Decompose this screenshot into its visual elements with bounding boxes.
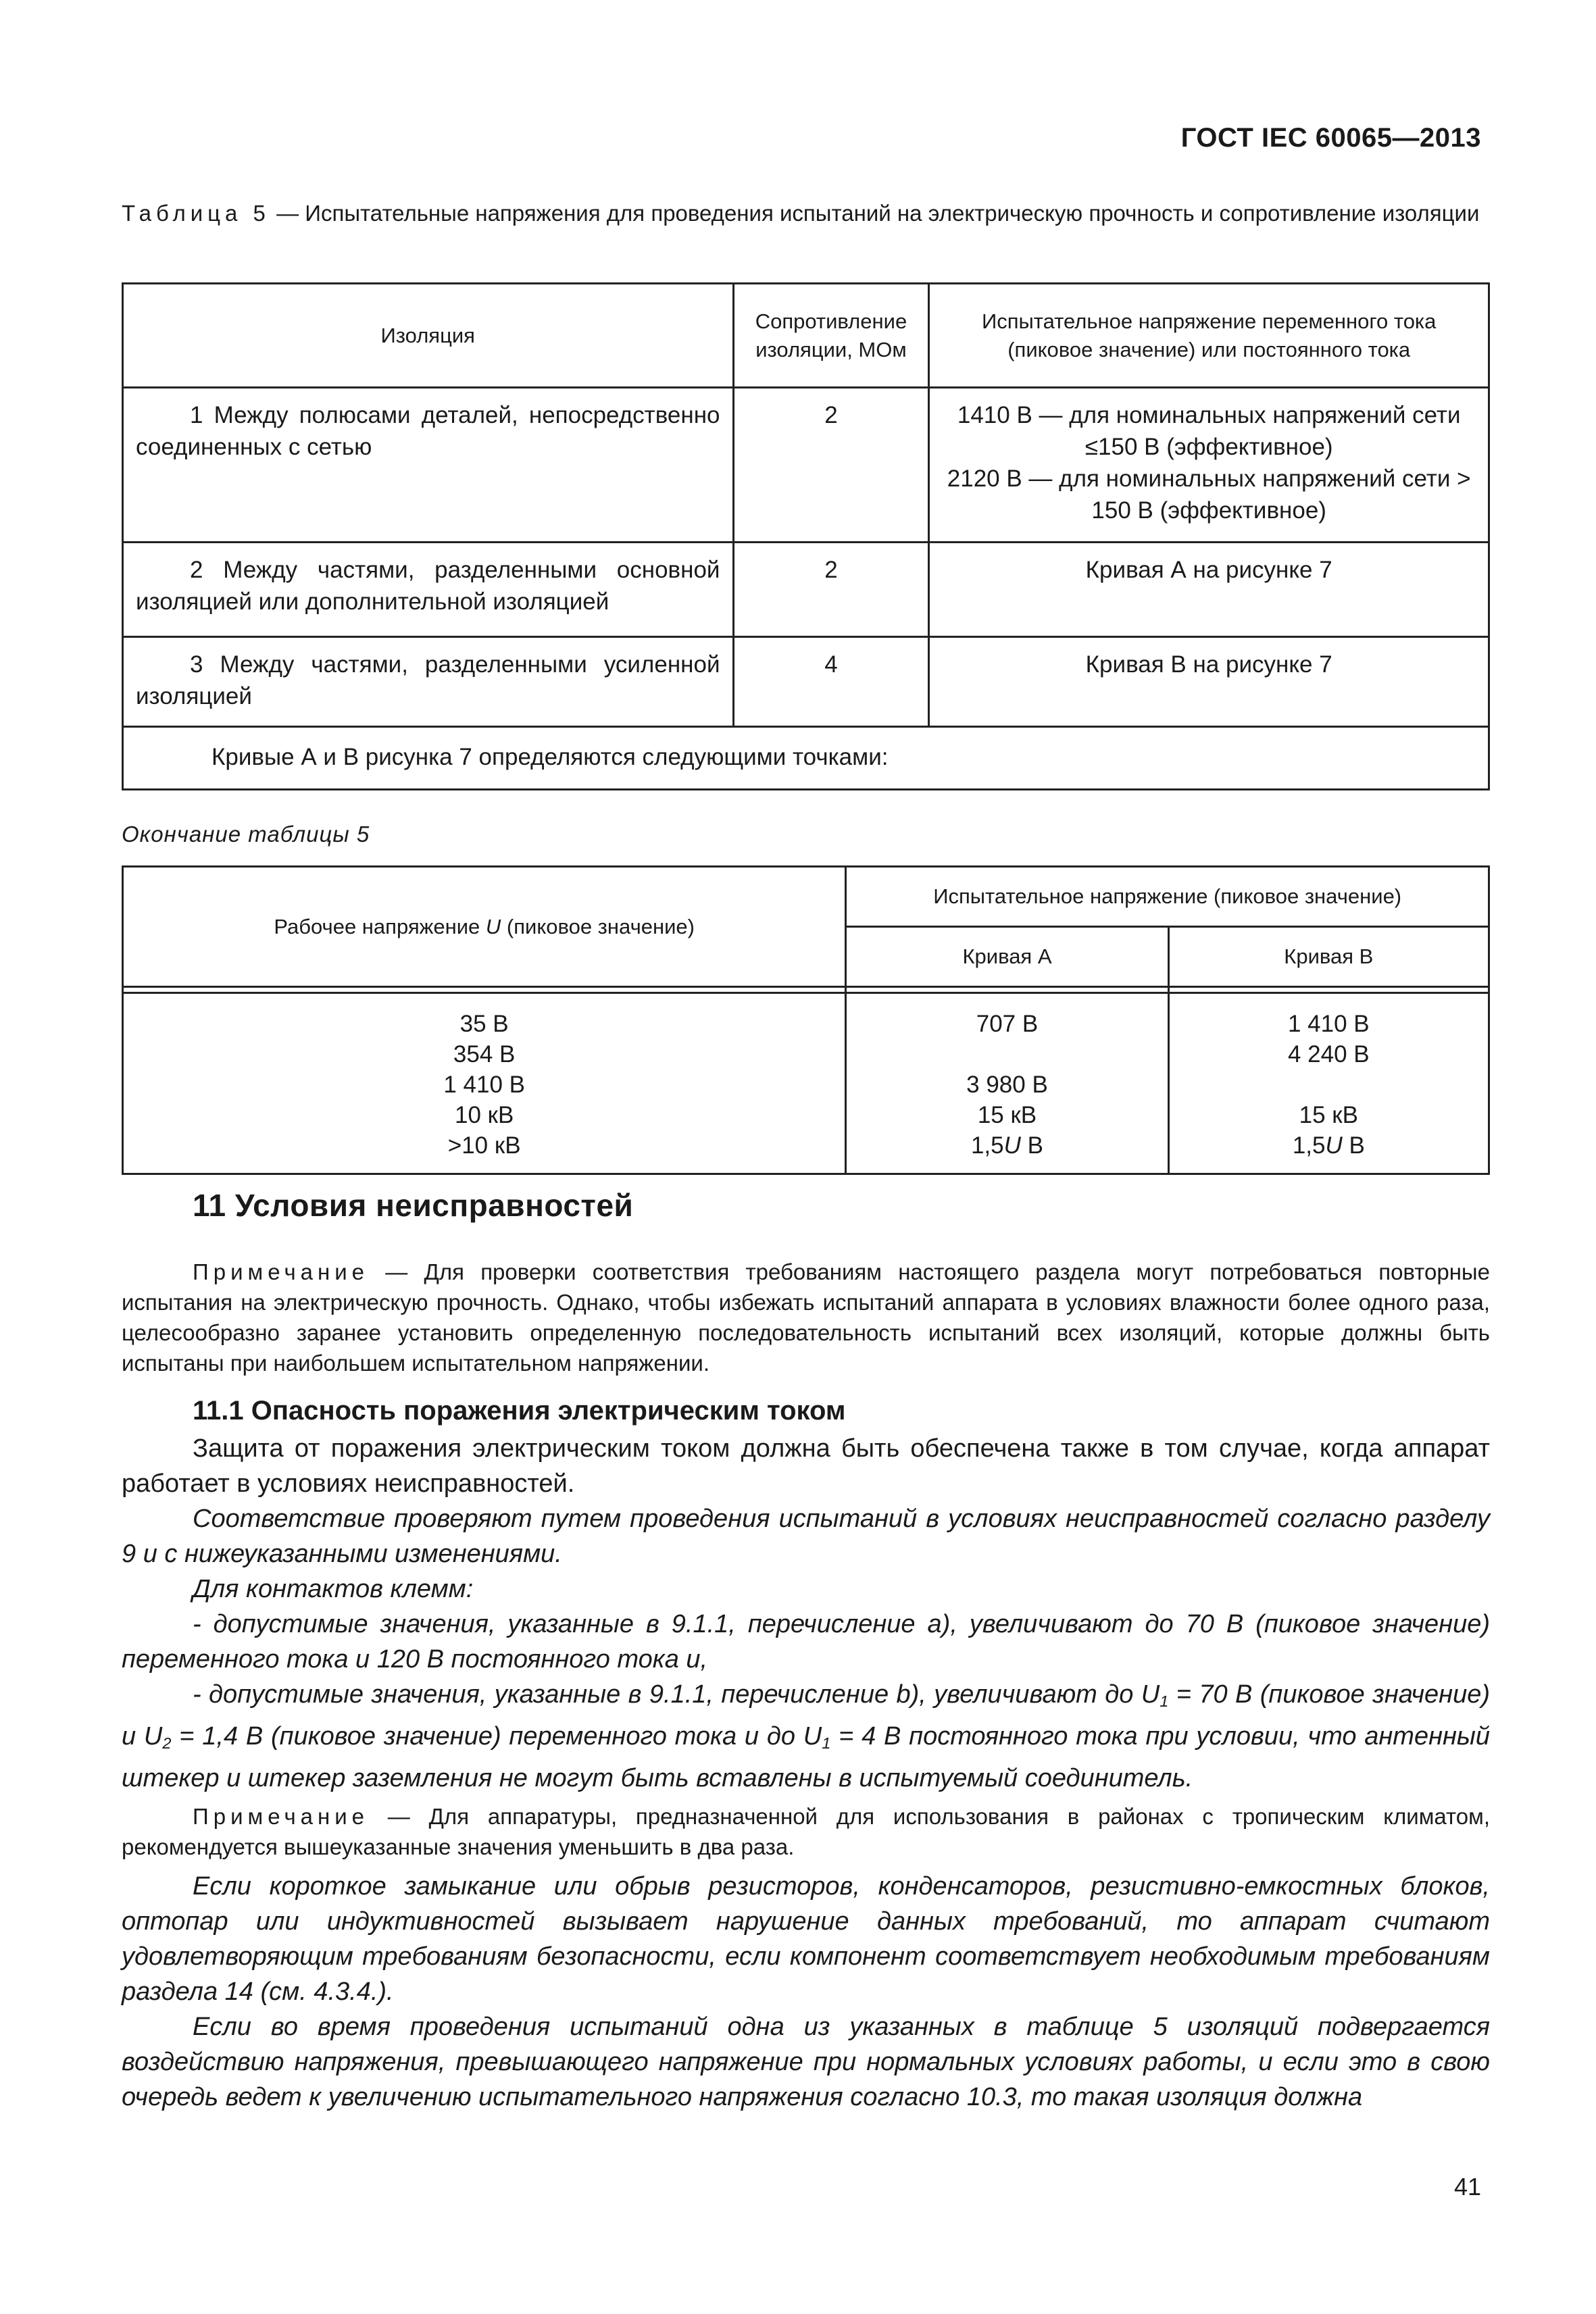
col-header-curve-b: Кривая В [1168, 927, 1489, 987]
working-voltage-value: 10 кВ [455, 1102, 514, 1128]
curve-b-value: 1,5U В [1292, 1132, 1365, 1159]
paragraph-3: Для контактов клемм: [193, 1575, 474, 1603]
p5-text-a: - допустимые значения, указанные в 9.1.1, перечисление b), увеличивают до U [193, 1680, 1160, 1709]
curve-a-value: 15 кВ [977, 1102, 1037, 1128]
row2-voltage: Кривая А на рисунке 7 [929, 543, 1489, 637]
p5-subscript: 1 [822, 1734, 831, 1752]
p5-text-d: = 4 В постоянного тока при условии, что антенный штекер и штекер заземления не могут быть вставлены в испытуемый соединитель. [122, 1721, 1490, 1792]
document-code: ГОСТ IEC 60065—2013 [1180, 123, 1481, 153]
curve-b-value: 15 кВ [1299, 1102, 1358, 1128]
table-caption-label: Таблица 5 [122, 201, 270, 226]
curve-a-value: 1,5U В [970, 1132, 1043, 1159]
note-2 [122, 1801, 1490, 1862]
working-voltage-cell [123, 993, 846, 1174]
col-header-test-voltage-peak: Испытательное напряжение (пиковое значение) [846, 867, 1489, 927]
row2-resistance: 2 [733, 543, 929, 637]
row1-voltage [929, 388, 1489, 543]
note-2-text: — Для аппаратуры, предназначенной для использования в районах с тропическим климатом, рекомендуется вышеуказанные значения уменьшить в два раза. [122, 1803, 1490, 1859]
row1-voltage-line-1: 1410 В — для номинальных напряжений сети ≤150 В (эффективное) [957, 402, 1461, 460]
table-end-caption: Окончание таблицы 5 [122, 822, 370, 847]
table-header-row [123, 867, 1489, 927]
p5-subscript: 2 [162, 1734, 172, 1752]
p5-text-c: = 1,4 В (пиковое значение) переменного тока и до U [171, 1721, 822, 1751]
row3-resistance: 4 [733, 637, 929, 727]
table-row [123, 993, 1489, 1174]
note-2-label: Примечание [193, 1803, 370, 1829]
working-voltage-value: 35 В [459, 1011, 509, 1037]
table-header-row [123, 284, 1489, 388]
table-row [123, 637, 1489, 727]
table-5-end [122, 865, 1490, 1175]
working-voltage-value: 354 В [453, 1041, 516, 1067]
paragraph-7: Если во время проведения испытаний одна из указанных в таблице 5 изоляций подвергается воздействию напряжения, превышающего напряжение при нормальных условиях работы, и если это в свою очередь ведет к увеличению испытательного напряжения согласно 10.3, то такая изоляция должна [122, 2012, 1490, 2111]
col-header-test-voltage: Испытательное напряжение переменного тока (пиковое значение) или постоянного тока [929, 284, 1489, 388]
paragraph-1: Защита от поражения электрическим током должна быть обеспечена также в том случае, когда аппарат работает в условиях неисправностей. [122, 1434, 1490, 1498]
row1-insulation: 1 Между полюсами деталей, непосредственно соединенных с сетью [123, 388, 734, 543]
paragraph-4: - допустимые значения, указанные в 9.1.1, перечисление a), увеличивают до 70 В (пиковое значение) переменного тока и 120 В постоянного тока и, [122, 1610, 1490, 1674]
curve-b-value: 1 410 В [1287, 1011, 1370, 1037]
col-header-curve-a: Кривая А [846, 927, 1168, 987]
table-row [123, 543, 1489, 637]
subsection-title: 11.1 Опасность поражения электрическим током [193, 1396, 846, 1426]
table-footer: Кривые А и В рисунка 7 определяются следующими точками: [123, 727, 1489, 790]
paragraph-2: Соответствие проверяют путем проведения испытаний в условиях неисправностей согласно разделу 9 и с нижеуказанными изменениями. [122, 1505, 1490, 1568]
col-header-working-voltage: Рабочее напряжение U (пиковое значение) [123, 867, 846, 987]
table-caption [122, 197, 1490, 229]
paragraph-5 [122, 1677, 1490, 1796]
paragraph-6: Если короткое замыкание или обрыв резисторов, конденсаторов, резистивно-емкостных блоков, оптопар или индуктивностей вызывает нарушение данных требований, то аппарат считают удовлетворяющим требованиям безопасности, если компонент соответствует необходимым требованиям раздела 14 (см. 4.3.4.). [122, 1871, 1490, 2006]
working-voltage-value: >10 кВ [447, 1132, 521, 1159]
curve-b-value: 4 240 В [1287, 1041, 1370, 1067]
p5-text-b: = 70 В (пиковое значение) и U [122, 1680, 1491, 1751]
note-1-text: — Для проверки соответствия требованиям настоящего раздела могут потребоваться повторные испытания на электрическую прочность. Однако, чтобы избежать испытаний аппарата в условиях влажности более одного раза, целесообразно заранее установить определенную последовательность испытаний всех изоляций, которые должны быть испытаны при наибольшем испытательном напряжении. [122, 1259, 1490, 1376]
row3-voltage: Кривая В на рисунке 7 [929, 637, 1489, 727]
curve-b-cell [1168, 993, 1489, 1174]
table-row [123, 388, 1489, 543]
table-5 [122, 282, 1490, 790]
p5-subscript: 1 [1159, 1692, 1169, 1710]
col-header-resistance: Сопротивление изоляции, МОм [733, 284, 929, 388]
curve-a-cell [846, 993, 1168, 1174]
section-body [122, 1431, 1490, 2115]
row1-resistance: 2 [733, 388, 929, 543]
header-separator [123, 987, 1489, 993]
page-number: 41 [1453, 2173, 1481, 2200]
section-title: 11 Условия неисправностей [193, 1188, 634, 1223]
working-voltage-value: 1 410 В [443, 1072, 525, 1098]
curve-a-value: 3 980 В [966, 1072, 1048, 1098]
row3-insulation: 3 Между частями, разделенными усиленной изоляцией [123, 637, 734, 727]
col-header-insulation: Изоляция [123, 284, 734, 388]
curve-b-value [1170, 1070, 1488, 1100]
note-1 [122, 1257, 1490, 1378]
row1-voltage-line-2: 2120 В — для номинальных напряжений сети > 150 В (эффективное) [947, 466, 1471, 524]
curve-a-value: 707 В [976, 1011, 1039, 1037]
row2-insulation: 2 Между частями, разделенными основной изоляцией или дополнительной изоляцией [123, 543, 734, 637]
table-caption-text: — Испытательные напряжения для проведения испытаний на электрическую прочность и сопротивление изоляции [270, 201, 1480, 226]
curve-a-value [847, 1039, 1167, 1070]
note-1-label: Примечание [193, 1259, 370, 1284]
table-footer-row [123, 727, 1489, 790]
